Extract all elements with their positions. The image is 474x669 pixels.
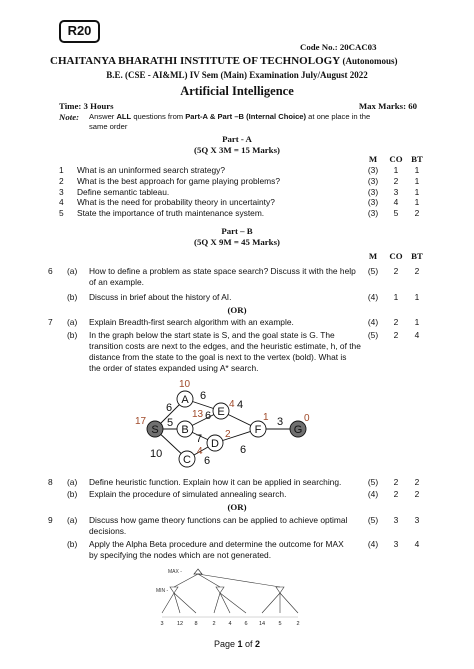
edge-cost-sb: 5	[167, 417, 174, 429]
q-marks: (3)	[367, 165, 379, 175]
q-number: 2	[59, 175, 64, 186]
heuristic-b: 13	[192, 409, 204, 420]
exam-line: B.E. (CSE - AI&ML) IV Sem (Main) Examination July/August 2022	[106, 70, 368, 80]
q-text: of an example.	[89, 277, 144, 287]
heuristic-e: 4	[229, 399, 235, 410]
q-co: 2	[393, 175, 399, 186]
node-label-b: B	[181, 424, 189, 436]
q-text: In the graph below the start state is S, and the goal state is G. The	[89, 330, 335, 340]
q-text: by specifying the nodes which are not generated.	[89, 550, 272, 560]
col-m-header: M	[368, 251, 378, 261]
node-label-c: C	[183, 454, 191, 466]
page-footer	[187, 639, 287, 649]
q-bt: 4	[414, 539, 420, 549]
q-part-label: (a)	[67, 515, 78, 525]
page-total: 2	[255, 639, 261, 649]
q-text: State the importance of truth maintenance system.	[77, 208, 265, 219]
q-co: 3	[393, 515, 399, 525]
q-bt: 2	[414, 477, 420, 487]
q-text: distance from the state to the goal is next to the vertex (bold). What is	[89, 352, 347, 362]
q-text: Define heuristic function. Explain how it can be applied in searching.	[89, 477, 342, 487]
q-part-label: (a)	[67, 317, 78, 327]
q-co: 2	[393, 477, 399, 487]
leaf-value: 6	[244, 621, 248, 627]
q-marks: (4)	[367, 317, 379, 327]
autonomous-label: (Autonomous)	[342, 56, 398, 66]
leaf-value: 12	[176, 621, 184, 627]
q-text: Discuss in brief about the history of AI.	[89, 292, 232, 302]
q-number: 4	[59, 197, 64, 208]
q-bt: 3	[414, 515, 420, 525]
q-text: Discuss how game theory functions can be applied to achieve optimal	[89, 515, 348, 525]
q-marks: (3)	[367, 208, 379, 219]
q-bt: 1	[414, 317, 420, 327]
q-number: 8	[48, 477, 53, 487]
part-b-marks: (5Q X 9M = 45 Marks)	[194, 237, 280, 247]
edge-cost-fg: 3	[277, 416, 284, 428]
or-separator: (OR)	[227, 502, 247, 512]
edge-cost-sc: 10	[150, 448, 163, 460]
min-node-1	[170, 587, 178, 593]
q-bt: 1	[414, 175, 420, 186]
or-separator: (OR)	[227, 305, 247, 315]
q-marks: (5)	[367, 515, 379, 525]
q-part-label: (b)	[67, 489, 78, 499]
q-number: 1	[59, 165, 64, 175]
min-label: MIN -	[156, 588, 169, 594]
q-bt: 2	[414, 489, 420, 499]
edge-cost-df: 6	[240, 444, 247, 456]
max-label: MAX -	[168, 569, 182, 575]
min-node-2	[216, 587, 224, 593]
q-marks: (3)	[367, 175, 379, 186]
note-all: ALL	[116, 112, 132, 121]
col-bt-header: BT	[411, 251, 423, 261]
q-part-label: (a)	[67, 266, 78, 276]
part-b-title: Part – B	[221, 226, 253, 236]
page-footer-mid: of	[242, 639, 256, 649]
heuristic-d: 2	[225, 429, 231, 440]
q-marks: (5)	[367, 330, 379, 340]
q-text: Apply the Alpha Beta procedure and determine the outcome for MAX	[89, 539, 344, 549]
q-text: transition costs are next to the edges, and the heuristic estimate, h, of the	[89, 341, 361, 351]
q-marks: (5)	[367, 477, 379, 487]
q-text: Explain the procedure of simulated annealing search.	[89, 489, 287, 499]
node-label-e: E	[217, 406, 225, 418]
part-a-marks: (5Q X 3M = 15 Marks)	[194, 145, 280, 155]
q-marks: (4)	[367, 489, 379, 499]
edge-cost-be: 6	[205, 410, 212, 422]
max-node	[194, 569, 202, 574]
heuristic-f: 1	[263, 412, 269, 423]
course-code: Code No.: 20CAC03	[300, 42, 377, 52]
q-marks: (5)	[367, 266, 379, 276]
note-post: at one place in the	[306, 112, 371, 121]
edge-cost-ef: 4	[237, 399, 244, 411]
q-co: 2	[393, 266, 399, 276]
q-co: 4	[393, 197, 399, 208]
heuristic-g: 0	[304, 413, 310, 424]
q-part-label: (b)	[67, 292, 78, 302]
node-label-g: G	[293, 424, 303, 436]
col-co-header: CO	[389, 251, 403, 261]
min-node-3	[276, 587, 284, 593]
q-part-label: (a)	[67, 477, 78, 487]
time-label: Time: 3 Hours	[59, 101, 114, 111]
heuristic-c: 4	[197, 446, 203, 457]
q-number: 3	[59, 186, 64, 197]
col-bt-header: BT	[411, 154, 423, 164]
q-text: Explain Breadth-first search algorithm with an example.	[89, 317, 294, 327]
q-text: the order of states expanded using A* search.	[89, 363, 259, 373]
q-marks: (4)	[367, 292, 379, 302]
q-text: How to define a problem as state space search? Discuss it with the help	[89, 266, 356, 276]
leaf-value: 2	[296, 621, 300, 627]
page-number: 1	[237, 639, 243, 649]
q-co: 1	[393, 292, 399, 302]
col-m-header: M	[368, 154, 378, 164]
node-label-s: S	[151, 424, 159, 436]
q-bt: 1	[414, 186, 420, 197]
q-number: 9	[48, 515, 53, 525]
q-part-label: (b)	[67, 330, 78, 340]
q-bt: 4	[414, 330, 420, 340]
q-bt: 2	[414, 208, 420, 219]
node-label-f: F	[254, 424, 262, 436]
q-bt: 1	[414, 292, 420, 302]
q-number: 6	[48, 266, 53, 276]
q-part-label: (b)	[67, 539, 78, 549]
leaf-value: 14	[258, 621, 266, 627]
leaf-value: 3	[160, 621, 164, 627]
q-co: 2	[393, 330, 399, 340]
q-text: decisions.	[89, 526, 127, 536]
edge-cost-sa: 6	[166, 402, 173, 414]
leaf-value: 4	[228, 621, 232, 627]
note-pre: Answer	[89, 112, 117, 121]
q-bt: 2	[414, 266, 420, 276]
q-number: 5	[59, 208, 64, 219]
institute-name: CHAITANYA BHARATHI INSTITUTE OF TECHNOLOGY	[50, 55, 340, 67]
subject-title: Artificial Intelligence	[180, 84, 294, 98]
q-marks: (4)	[367, 539, 379, 549]
q-co: 3	[393, 539, 399, 549]
q-co: 1	[393, 165, 399, 175]
q-text: Define semantic tableau.	[77, 186, 170, 197]
edge-cost-cd: 6	[204, 455, 211, 467]
leaf-value: 5	[278, 621, 282, 627]
q-marks: (3)	[367, 197, 379, 208]
q-co: 3	[393, 186, 399, 197]
note-line-2: same order	[89, 122, 128, 131]
col-co-header: CO	[389, 154, 403, 164]
edge-cost-ae: 6	[200, 390, 207, 402]
leaf-value: 2	[212, 621, 216, 627]
note-parts: Part-A & Part –B (Internal Choice)	[185, 112, 307, 121]
q-bt: 1	[414, 197, 420, 208]
q-co: 5	[393, 208, 399, 219]
q-marks: (3)	[367, 186, 379, 197]
q-text: What is the best approach for game playing problems?	[77, 175, 280, 186]
q-co: 2	[393, 317, 399, 327]
q-number: 7	[48, 317, 53, 327]
q-text: What is an uninformed search strategy?	[77, 165, 226, 175]
note-mid: questions from	[131, 112, 186, 121]
page-footer-pre: Page	[213, 639, 238, 649]
leaf-value: 8	[194, 621, 198, 627]
q-bt: 1	[414, 165, 420, 175]
max-marks-label: Max Marks: 60	[358, 101, 417, 111]
q-co: 2	[393, 489, 399, 499]
regulation-badge: R20	[59, 20, 100, 43]
note-label: Note:	[59, 112, 80, 122]
heuristic-s: 17	[135, 416, 147, 427]
alpha-beta-tree	[150, 565, 350, 635]
q-text: What is the need for probability theory in uncertainty?	[77, 197, 275, 208]
node-label-d: D	[211, 438, 219, 450]
edge-cost-bd: 7	[196, 433, 203, 445]
heuristic-a: 10	[179, 379, 191, 390]
node-label-a: A	[181, 394, 189, 406]
part-a-title: Part - A	[222, 134, 252, 144]
